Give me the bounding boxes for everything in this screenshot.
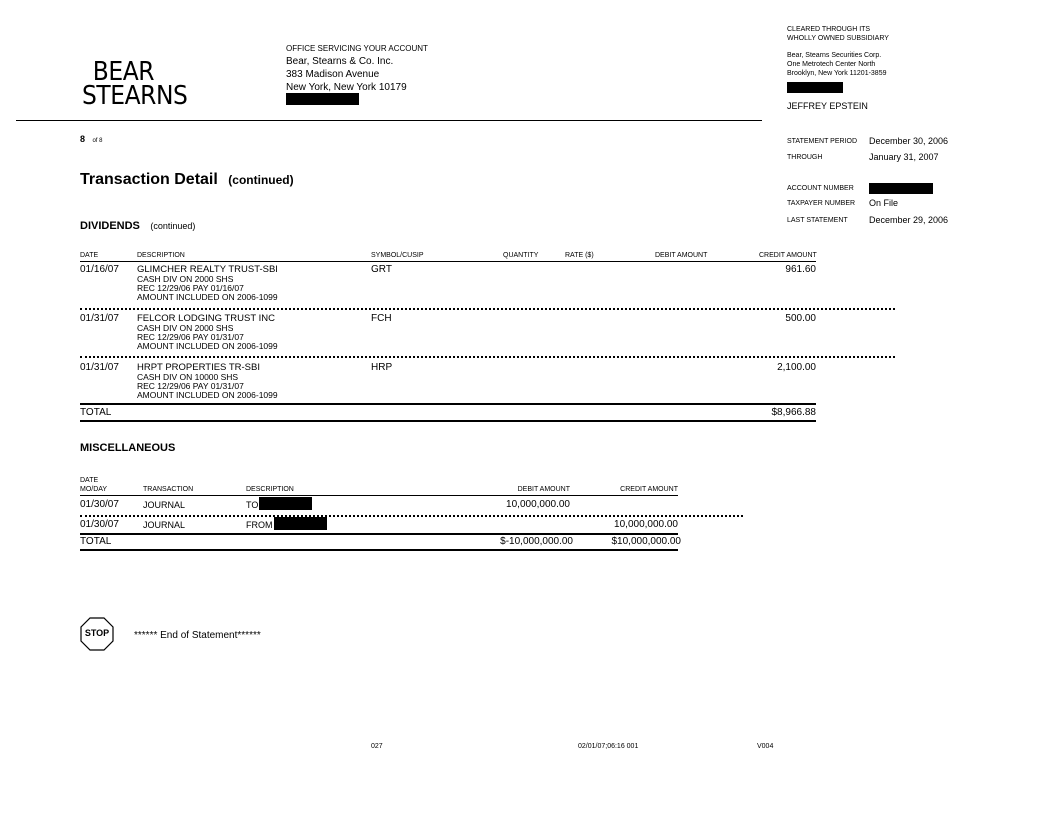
redacted-block bbox=[259, 497, 312, 510]
misc-col-transaction: TRANSACTION bbox=[143, 486, 194, 493]
table-row-credit: 2,100.00 bbox=[777, 362, 816, 373]
table-row-transaction: JOURNAL bbox=[143, 500, 186, 510]
cleared-address: One Metrotech Center North bbox=[787, 61, 876, 68]
table-row-date: 01/16/07 bbox=[80, 264, 119, 275]
office-city: New York, New York 10179 bbox=[286, 82, 407, 93]
statement-period-label: STATEMENT PERIOD bbox=[787, 138, 858, 145]
logo-line-1: BEAR bbox=[92, 57, 155, 87]
header-rule bbox=[16, 120, 762, 121]
table-row-transaction: JOURNAL bbox=[143, 520, 186, 530]
row-separator bbox=[80, 515, 743, 517]
col-description: DESCRIPTION bbox=[137, 252, 185, 259]
col-quantity: QUANTITY bbox=[503, 252, 539, 259]
row-separator bbox=[80, 308, 895, 310]
dividends-total-credit: $8,966.88 bbox=[771, 407, 816, 418]
taxpayer-number-value: On File bbox=[869, 198, 899, 208]
dividends-heading bbox=[80, 216, 195, 234]
bear-stearns-logo bbox=[82, 57, 188, 111]
page-title bbox=[80, 171, 294, 189]
table-row-credit: 10,000,000.00 bbox=[614, 519, 678, 530]
misc-col-date-2: MO/DAY bbox=[80, 486, 108, 493]
table-row-date: 01/30/07 bbox=[80, 499, 119, 510]
taxpayer-number-label: TAXPAYER NUMBER bbox=[787, 200, 856, 207]
table-row-credit: 961.60 bbox=[785, 264, 816, 275]
desc-main: HRPT PROPERTIES TR-SBI bbox=[137, 362, 260, 373]
misc-total-label: TOTAL bbox=[80, 536, 112, 547]
office-heading: OFFICE SERVICING YOUR ACCOUNT bbox=[286, 44, 428, 53]
office-address: 383 Madison Avenue bbox=[286, 69, 380, 80]
misc-col-debit: DEBIT AMOUNT bbox=[517, 486, 570, 493]
desc-line-4: AMOUNT INCLUDED ON 2006-1099 bbox=[137, 341, 278, 351]
redacted-block bbox=[787, 82, 843, 93]
dividends-header-rule bbox=[80, 261, 816, 262]
misc-header-rule bbox=[80, 495, 678, 496]
row-separator bbox=[80, 356, 895, 358]
desc-line-2: CASH DIV ON 2000 SHS bbox=[137, 274, 234, 284]
stop-sign-icon bbox=[80, 617, 114, 651]
stop-label: STOP bbox=[84, 628, 110, 638]
col-rate: RATE ($) bbox=[565, 252, 594, 259]
cleared-line-2: WHOLLY OWNED SUBSIDIARY bbox=[787, 35, 889, 42]
client-name: JEFFREY EPSTEIN bbox=[787, 101, 868, 111]
table-row-symbol: HRP bbox=[371, 362, 393, 373]
col-debit: DEBIT AMOUNT bbox=[655, 252, 708, 259]
misc-col-date-1: DATE bbox=[80, 477, 99, 484]
table-row-credit: 500.00 bbox=[785, 313, 816, 324]
through-value: January 31, 2007 bbox=[869, 152, 939, 162]
table-row-debit: 10,000,000.00 bbox=[506, 499, 570, 510]
title-text: Transaction Detail bbox=[80, 171, 218, 188]
table-row-description bbox=[137, 264, 278, 302]
misc-total-credit: $10,000,000.00 bbox=[611, 536, 681, 547]
statement-period-value: December 30, 2006 bbox=[869, 136, 949, 146]
last-statement-label: LAST STATEMENT bbox=[787, 217, 848, 224]
page-number: 8 bbox=[80, 134, 86, 144]
misc-total-debit: $-10,000,000.00 bbox=[500, 536, 573, 547]
account-number-label: ACCOUNT NUMBER bbox=[787, 185, 854, 192]
redacted-block bbox=[286, 93, 359, 105]
footer-code-2: V004 bbox=[757, 743, 774, 750]
redacted-account-number bbox=[869, 183, 933, 194]
table-row-symbol: GRT bbox=[371, 264, 392, 275]
table-row-description bbox=[137, 313, 278, 351]
table-row-description: TO bbox=[246, 500, 259, 510]
logo-line-2: STEARNS bbox=[82, 81, 188, 111]
misc-col-credit: CREDIT AMOUNT bbox=[620, 486, 678, 493]
total-bottom-rule bbox=[80, 420, 816, 422]
dividends-total-label: TOTAL bbox=[80, 407, 112, 418]
dividends-title: DIVIDENDS bbox=[80, 220, 140, 232]
last-statement-value: December 29, 2006 bbox=[869, 215, 949, 225]
desc-line-3: REC 12/29/06 PAY 01/31/07 bbox=[137, 381, 244, 391]
table-row-date: 01/30/07 bbox=[80, 519, 119, 530]
desc-line-2: CASH DIV ON 10000 SHS bbox=[137, 372, 239, 382]
dividends-continued: (continued) bbox=[150, 221, 196, 231]
desc-line-3: REC 12/29/06 PAY 01/31/07 bbox=[137, 332, 244, 342]
misc-total-top-rule bbox=[80, 533, 678, 535]
footer-timestamp: 02/01/07;06:16 001 bbox=[578, 743, 639, 750]
cleared-city: Brooklyn, New York 11201-3859 bbox=[787, 70, 887, 77]
desc-line-2: CASH DIV ON 2000 SHS bbox=[137, 323, 234, 333]
table-row-date: 01/31/07 bbox=[80, 313, 119, 324]
desc-line-3: REC 12/29/06 PAY 01/16/07 bbox=[137, 283, 244, 293]
desc-main: GLIMCHER REALTY TRUST-SBI bbox=[137, 264, 278, 275]
col-symbol: SYMBOL/CUSIP bbox=[371, 252, 424, 259]
footer-code-1: 027 bbox=[371, 743, 383, 750]
table-row-date: 01/31/07 bbox=[80, 362, 119, 373]
page-of: of 8 bbox=[92, 138, 103, 144]
office-name: Bear, Stearns & Co. Inc. bbox=[286, 56, 394, 67]
end-of-statement: ****** End of Statement****** bbox=[134, 630, 261, 641]
cleared-firm: Bear, Stearns Securities Corp. bbox=[787, 52, 882, 59]
total-top-rule bbox=[80, 403, 816, 405]
cleared-line-1: CLEARED THROUGH ITS bbox=[787, 26, 871, 33]
misc-heading: MISCELLANEOUS bbox=[80, 442, 176, 454]
redacted-block bbox=[274, 517, 327, 530]
table-row-description bbox=[137, 362, 278, 400]
table-row-description: FROM bbox=[246, 520, 273, 530]
title-continued: (continued) bbox=[228, 173, 294, 187]
col-credit: CREDIT AMOUNT bbox=[759, 252, 817, 259]
misc-col-description: DESCRIPTION bbox=[246, 486, 294, 493]
desc-line-4: AMOUNT INCLUDED ON 2006-1099 bbox=[137, 292, 278, 302]
page-indicator bbox=[80, 129, 102, 147]
col-date: DATE bbox=[80, 252, 99, 259]
desc-line-4: AMOUNT INCLUDED ON 2006-1099 bbox=[137, 390, 278, 400]
misc-total-bottom-rule bbox=[80, 549, 678, 551]
through-label: THROUGH bbox=[787, 154, 823, 161]
table-row-symbol: FCH bbox=[371, 313, 392, 324]
desc-main: FELCOR LODGING TRUST INC bbox=[137, 313, 275, 324]
